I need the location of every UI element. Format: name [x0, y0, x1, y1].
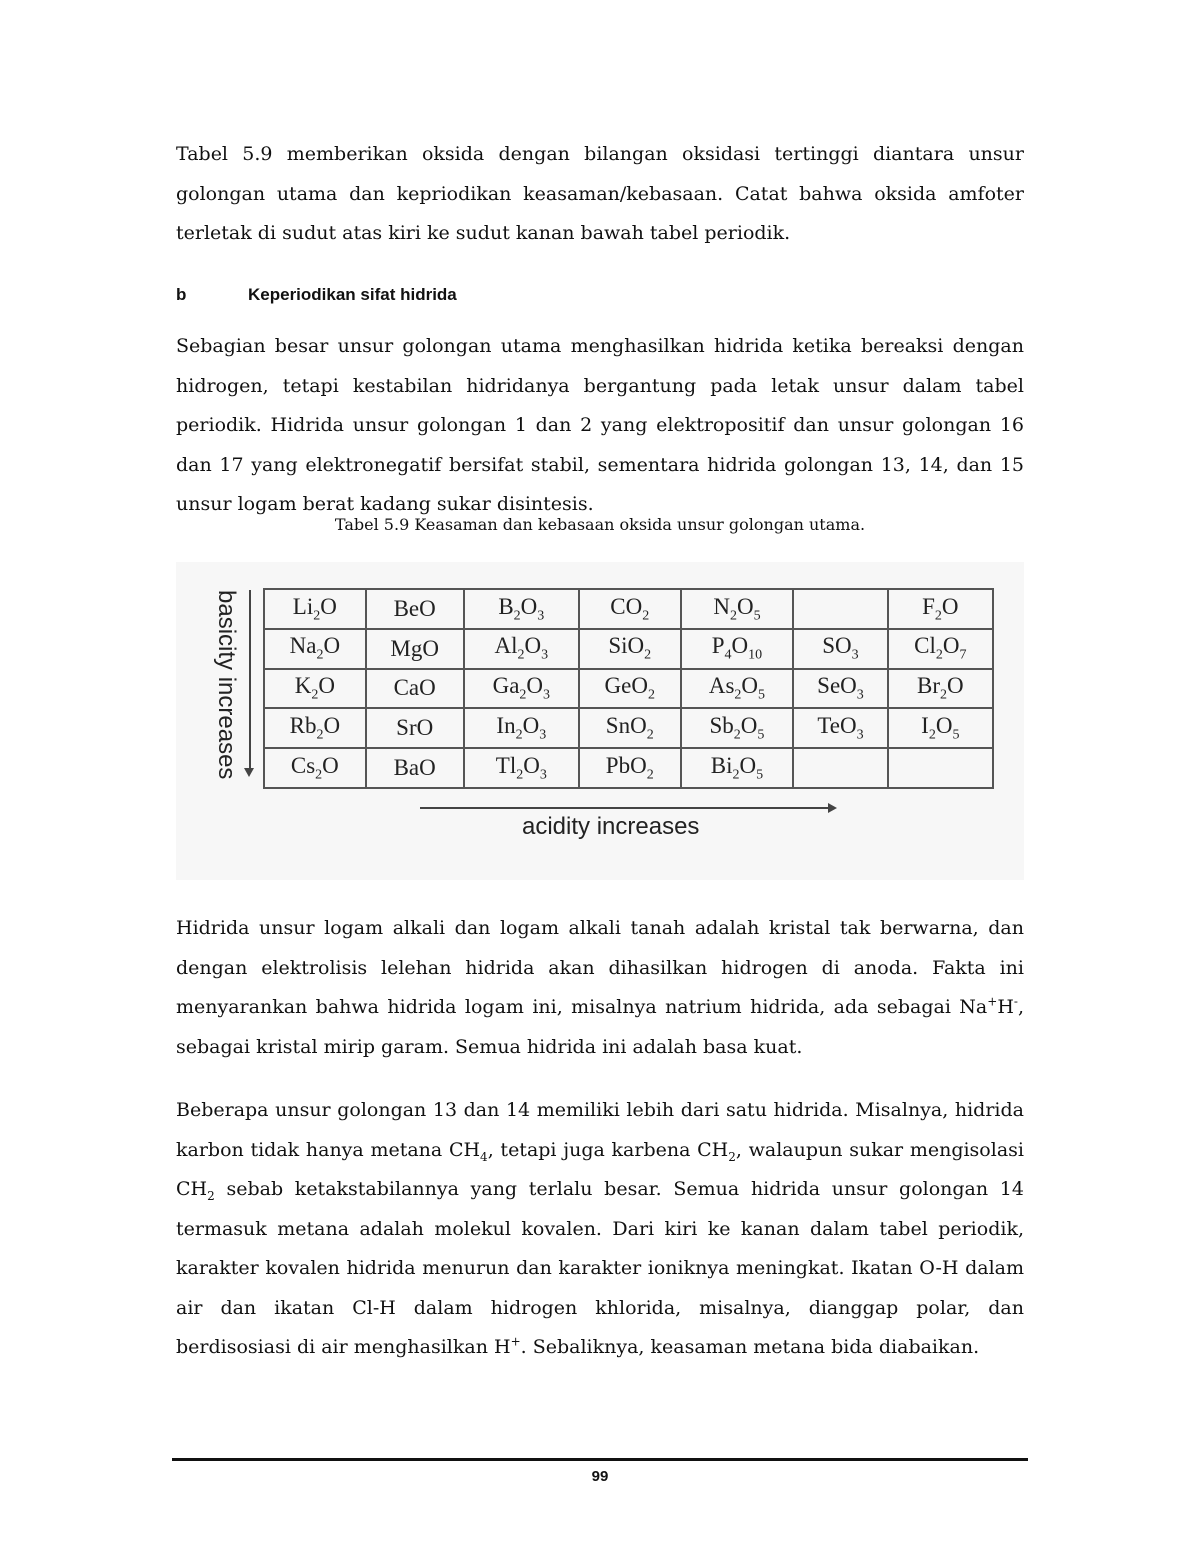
oxide-cell: $CO_2$	[579, 589, 681, 629]
carbon-hydride-paragraph: Beberapa unsur golongan 13 dan 14 memiliki lebih dari satu hidrida. Misalnya, hidrida karbon tidak hanya metana $CH_4$, tetapi juga karbena $CH_2$, walaupun sukar mengisolasi $CH_2$ sebab ketakstabilannya yang terlalu besar. Semua hidrida unsur golongan 14 termasuk metana adalah molekul kovalen. Dari kiri ke kanan dalam tabel periodik, karakter kovalen hidrida menurun dan karakter ioniknya meningkat. Ikatan O-H dalam air dan ikatan Cl-H dalam hidrogen khlorida, misalnya, dianggap polar, dan berdisosiasi di air menghasilkan H+. Sebaliknya, keasaman metana bida diabaikan.	[176, 1099, 1024, 1358]
oxide-row	[264, 708, 993, 748]
oxide-cell: $Na_2O$	[264, 629, 366, 669]
oxide-row	[264, 589, 993, 629]
basicity-arrow-head	[244, 768, 254, 777]
oxide-cell: $Cl_2O_7$	[888, 629, 993, 669]
oxide-cell: $Al_2O_3$	[464, 629, 579, 669]
oxide-cell	[793, 748, 887, 788]
oxide-cell	[888, 748, 993, 788]
oxide-cell: $Rb_2O$	[264, 708, 366, 748]
oxide-cell: SnO$_2$	[579, 708, 681, 748]
oxide-cell: SrO	[366, 708, 464, 748]
oxide-row	[264, 748, 993, 788]
table-caption: Tabel 5.9 Keasaman dan kebasaan oksida unsur golongan utama.	[334, 515, 866, 534]
oxide-cell: $Sb_2O_5$	[681, 708, 794, 748]
oxide-cell: $N_2O_5$	[681, 589, 794, 629]
oxide-cell: $As_2O_5$	[681, 669, 794, 709]
section-number: b	[176, 285, 187, 304]
alkali-hydride-paragraph: Hidrida unsur logam alkali dan logam alkali tanah adalah kristal tak berwarna, dan dengan elektrolisis lelehan hidrida akan dihasilkan hidrogen di anoda. Fakta ini menyarankan bahwa hidrida logam ini, misalnya natrium hidrida, ada sebagai Na+H-, sebagai kristal mirip garam. Semua hidrida ini adalah basa kuat.	[176, 917, 1024, 1058]
oxide-cell: $Li_2O$	[264, 589, 366, 629]
oxide-cell: $I_2O_5$	[888, 708, 993, 748]
acidity-arrow-line	[420, 807, 830, 809]
footer-rule	[172, 1458, 1028, 1461]
oxide-cell: SiO$_2$	[579, 629, 681, 669]
oxide-cell	[793, 589, 887, 629]
acidity-label: acidity increases	[522, 813, 700, 840]
oxide-cell: SeO$_3$	[793, 669, 887, 709]
oxide-cell: $Cs_2O$	[264, 748, 366, 788]
oxide-cell: BaO	[366, 748, 464, 788]
oxide-row	[264, 669, 993, 709]
oxide-cell: TeO$_3$	[793, 708, 887, 748]
section-heading	[176, 285, 457, 305]
oxide-cell: $P_4O_{10}$	[681, 629, 794, 669]
oxide-cell: $Tl_2O_3$	[464, 748, 579, 788]
basicity-label: basicity increases	[213, 590, 240, 780]
oxide-cell: PbO$_2$	[579, 748, 681, 788]
oxide-table	[263, 588, 994, 789]
oxide-cell: $F_2O$	[888, 589, 993, 629]
oxide-row	[264, 629, 993, 669]
oxide-cell: $SO_3$	[793, 629, 887, 669]
section-title: Keperiodikan sifat hidrida	[248, 285, 457, 304]
oxide-cell: $K_2O$	[264, 669, 366, 709]
oxide-cell: CaO	[366, 669, 464, 709]
oxide-cell: $Bi_2O_5$	[681, 748, 794, 788]
hydride-paragraph: Sebagian besar unsur golongan utama menghasilkan hidrida ketika bereaksi dengan hidrogen, tetapi kestabilan hidridanya bergantung pada letak unsur dalam tabel periodik. Hidrida unsur golongan 1 dan 2 yang elektropositif dan unsur golongan 16 dan 17 yang elektronegatif bersifat stabil, sementara hidrida golongan 13, 14, dan 15 unsur logam berat kadang sukar disintesis.	[176, 335, 1024, 515]
acidity-arrow-head	[828, 803, 837, 813]
basicity-arrow-line	[249, 590, 251, 770]
intro-paragraph: Tabel 5.9 memberikan oksida dengan bilangan oksidasi tertinggi diantara unsur golongan utama dan kepriodikan keasaman/kebasaan. Catat bahwa oksida amfoter terletak di sudut atas kiri ke sudut kanan bawah tabel periodik.	[176, 143, 1024, 244]
oxide-cell: $B_2O_3$	[464, 589, 579, 629]
oxide-cell: BeO	[366, 589, 464, 629]
oxide-cell: $Ga_2O_3$	[464, 669, 579, 709]
oxide-cell: MgO	[366, 629, 464, 669]
page-number: 99	[591, 1468, 609, 1485]
oxide-cell: $In_2O_3$	[464, 708, 579, 748]
oxide-cell: $Br_2O$	[888, 669, 993, 709]
oxide-cell: GeO$_2$	[579, 669, 681, 709]
